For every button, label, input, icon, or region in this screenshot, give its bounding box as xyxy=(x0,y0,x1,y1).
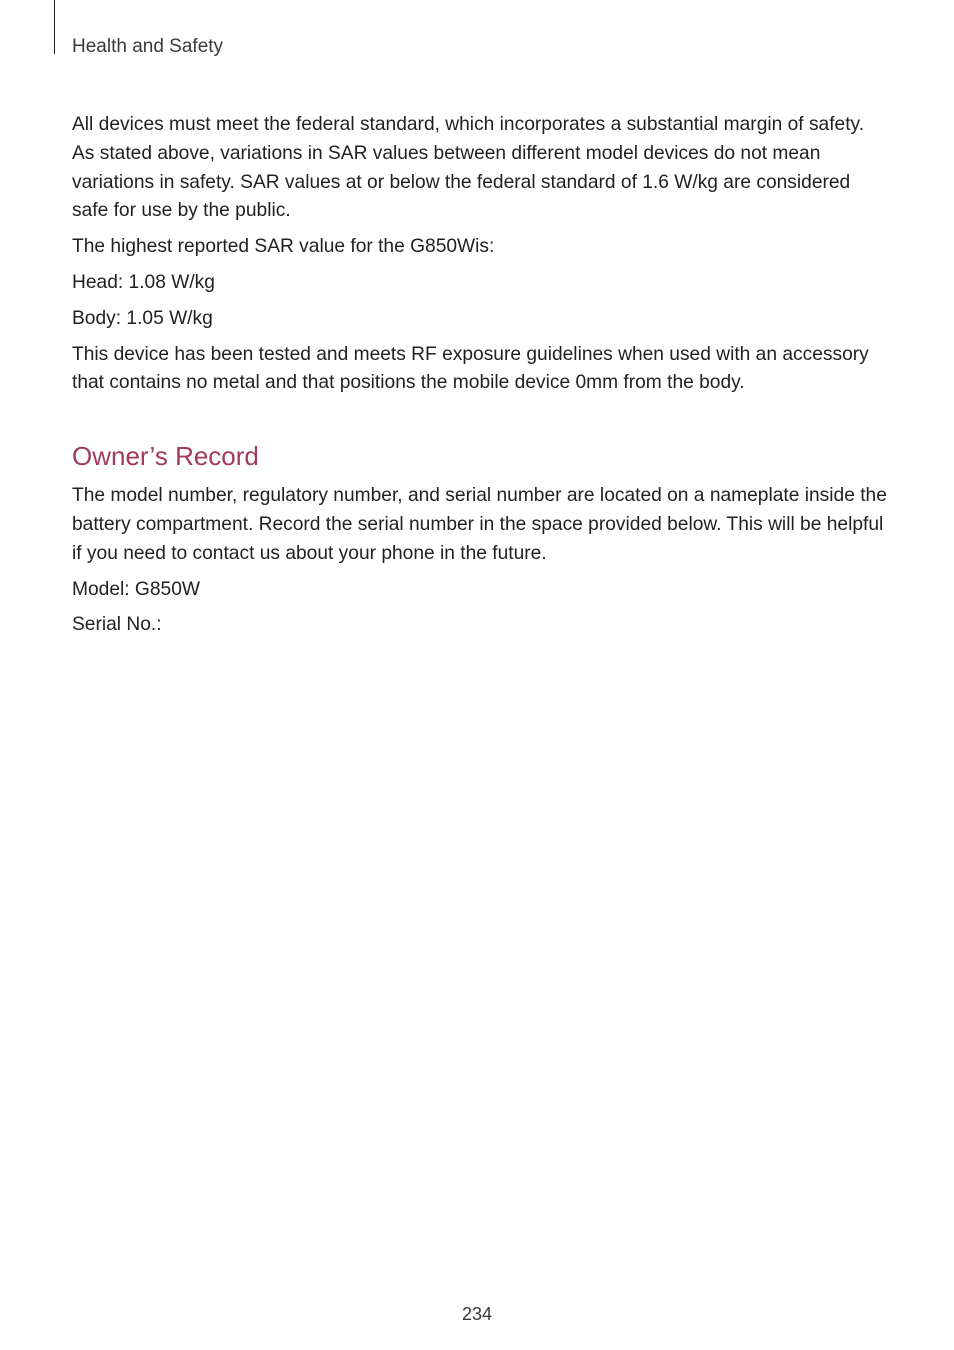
body-sar-value: Body: 1.05 W/kg xyxy=(72,307,213,329)
model-line: Model: G850W xyxy=(72,578,200,600)
header-rule xyxy=(54,0,55,54)
head-sar-value: Head: 1.08 W/kg xyxy=(72,271,215,293)
highest-sar-intro: The highest reported SAR value for the G850Wis: xyxy=(72,236,495,258)
rf-exposure-paragraph: This device has been tested and meets RF exposure guidelines when used with an accessory that contains no metal and that positions the mobile device 0mm from the body. xyxy=(72,343,869,394)
page-number: 234 xyxy=(461,1304,493,1324)
serial-line: Serial No.: xyxy=(72,614,162,636)
section-title-owners-record: Owner’s Record xyxy=(72,441,259,472)
sar-standard-paragraph: All devices must meet the federal standard, which incorporates a substantial margin of safety. As stated above, variations in SAR values between different model devices do not mean variations in safety. SAR values at or below the federal standard of 1.6 W/kg are considered safe for use by the public. xyxy=(72,114,865,222)
running-header: Health and Safety xyxy=(72,36,224,57)
page-content xyxy=(72,111,887,647)
owners-record-paragraph: The model number, regulatory number, and serial number are located on a nameplate inside the battery compartment. Record the serial number in the space provided below. This will be helpful if you need to contact us about your phone in the future. xyxy=(72,485,887,564)
